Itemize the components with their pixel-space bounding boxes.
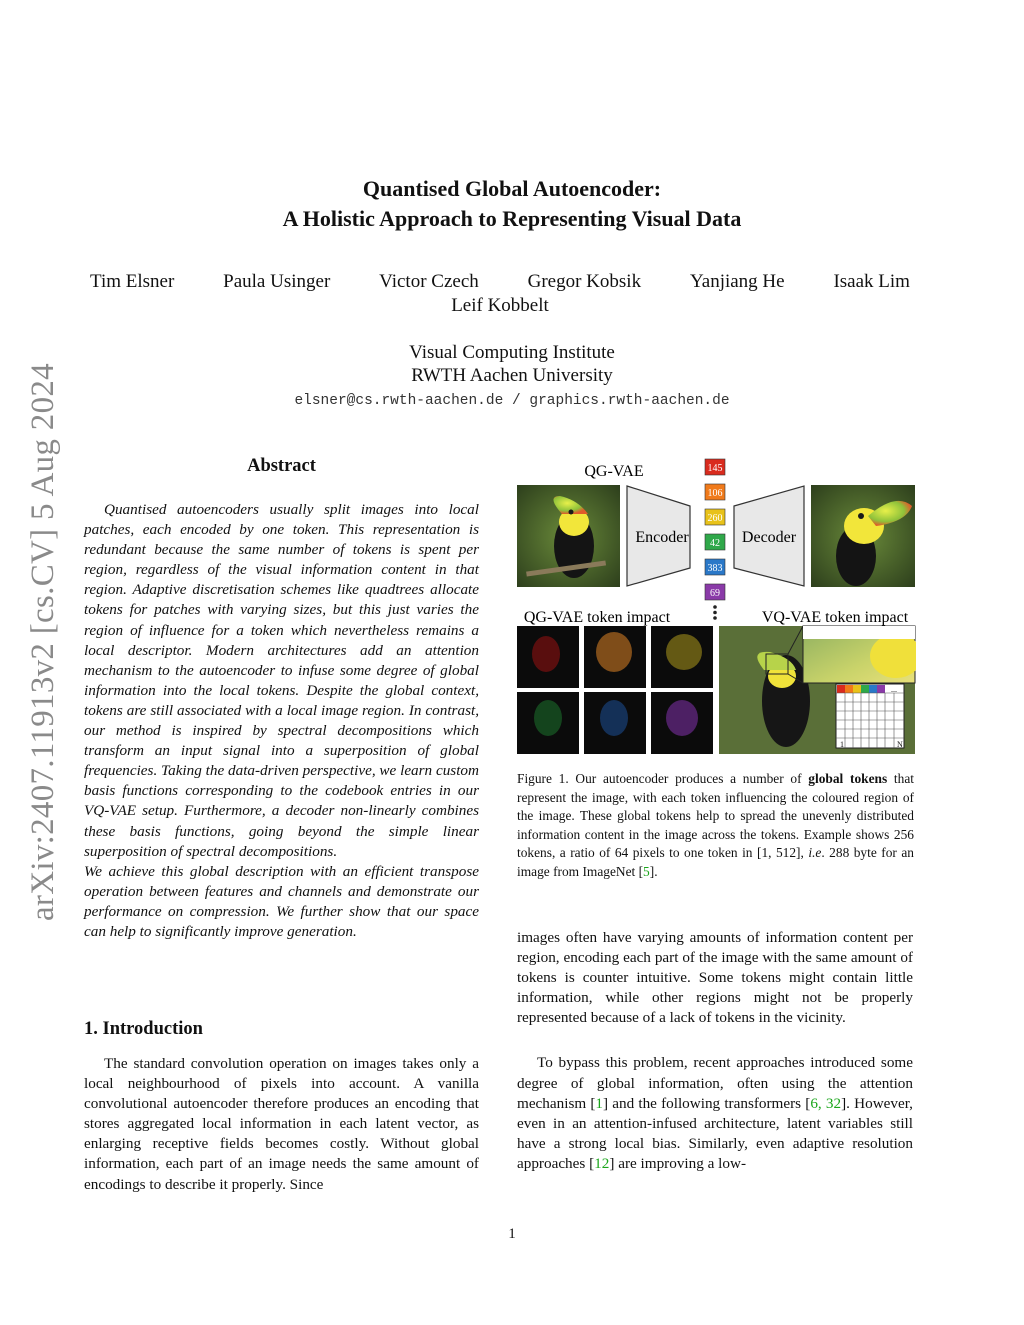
affiliation-university: RWTH Aachen University	[411, 365, 613, 386]
author-list	[90, 270, 910, 318]
author: Paula Usinger	[223, 271, 331, 292]
grid-first-label: 1	[840, 740, 844, 749]
page-number: 1	[508, 1226, 516, 1242]
qgvae-impact-grid	[517, 626, 713, 754]
output-image	[811, 485, 915, 587]
token-label: 106	[707, 488, 723, 499]
token-label: 383	[707, 563, 723, 574]
introduction-paragraph-1: The standard convolution operation on images takes only a local neighbourhood of pixels into account. A vanilla convolutional autoencoder therefore produces an encoding that stores aggregated local information in each latent vector, as enlarging receptive fields becomes costly. Without global information, each part of an image needs the same amount of encodings to describe it properly. Since	[84, 1055, 479, 1193]
figure-1-caption: Figure 1. Our autoencoder produces a number of global tokens that represent the image, with each token influencing the coloured region of the image. These global tokens help to spread the unevenly distributed information content in the image across the tokens. Example shows 256 tokens, a ratio of 64 pixels to one token in [1, 512], i.e. 288 byte for an image from ImageNet [5].	[517, 771, 914, 879]
author: Tim Elsner	[90, 271, 175, 292]
citation-link[interactable]: 1	[595, 1094, 603, 1112]
vqvae-impact-label: VQ-VAE token impact	[761, 609, 909, 626]
abstract-heading: Abstract	[247, 456, 316, 476]
token-label: 69	[710, 588, 720, 599]
affiliation	[0, 341, 1024, 387]
input-image	[517, 485, 620, 587]
qgvae-impact-label: QG-VAE token impact	[523, 609, 671, 626]
abstract-text	[84, 500, 479, 942]
figure-1	[516, 456, 916, 756]
author: Isaak Lim	[833, 271, 910, 292]
decoder-label: Decoder	[741, 529, 797, 546]
author: Gregor Kobsik	[527, 271, 642, 292]
right-paragraph-1: images often have varying amounts of information content per region, encoding each part of the image with the same amount of tokens is counter intuitive. Some tokens might contain little information, while other regions might not be properly represented because of a lack of tokens in the vicinity.	[517, 929, 913, 1027]
token-label: 42	[710, 538, 720, 549]
right-column-text	[517, 928, 913, 1174]
introduction-heading: 1. Introduction	[84, 1019, 203, 1039]
citation-link[interactable]: 12	[594, 1154, 610, 1172]
svg-text:...: ...	[891, 685, 897, 694]
title-line-2: A Holistic Approach to Representing Visual Data	[282, 206, 742, 231]
figure-1-diagram	[516, 456, 916, 756]
paper-title	[0, 174, 1024, 234]
citation-link[interactable]: 6	[810, 1094, 818, 1112]
token-label: 260	[707, 513, 723, 524]
introduction-text	[84, 1054, 479, 1195]
author: Yanjiang He	[689, 271, 785, 292]
grid-last-label: N	[897, 740, 903, 749]
qgvae-label: QG-VAE	[584, 463, 644, 480]
affiliation-institute: Visual Computing Institute	[409, 342, 615, 363]
abstract-paragraph-1: Quantised autoencoders usually split images into local patches, each encoded by one token. This representation is redundant because the same number of tokens is spent per region, regardless of the visual information content in that region. Adaptive discretisation schemes like quadtrees allocate tokens for patches with varying sizes, but this just varies the region of influence for a token which nevertheless remains a local descriptor. Modern architectures add an attention mechanism to the autoencoder to infuse some degree of global information into the local tokens. Despite the global context, tokens are still associated with a local image region. In contrast, our method is inspired by spectral decompositions which transform an input signal into a superposition of global frequencies. Taking the data-driven perspective, we learn custom basis functions corresponding to the codebook entries in our VQ-VAE setup. Furthermore, a decoder non-linearly combines these basis functions, going beyond the simple linear superposition of spectral decompositions.	[84, 501, 479, 860]
citation-link[interactable]: 5	[643, 863, 650, 879]
vqvae-impact-panel	[719, 626, 916, 754]
citation-link[interactable]: 32	[825, 1094, 842, 1112]
author: Victor Czech	[379, 271, 479, 292]
arxiv-identifier: arXiv:2407.11913v2 [cs.CV] 5 Aug 2024	[25, 363, 61, 922]
abstract-paragraph-2: We achieve this global description with an efficient transpose operation between features and channels and demonstrate our performance on compression. We further show that our space can help to significantly improve generation.	[84, 862, 479, 940]
right-paragraph-2: To bypass this problem, recent approaches introduced some degree of global information, often using the attention mechanism [1] and the following transformers [6, 32]. However, even in an attention-infused architecture, latent variables still have a strong local bias. Similarly, even adaptive resolution approaches [12] are improving a low-	[517, 1054, 913, 1172]
token-label: 145	[707, 463, 723, 474]
author: Leif Kobbelt	[451, 295, 549, 316]
token-column	[705, 459, 725, 620]
encoder-label: Encoder	[635, 529, 689, 546]
title-line-1: Quantised Global Autoencoder:	[362, 176, 662, 201]
contact-email: elsner@cs.rwth-aachen.de / graphics.rwth-aachen.de	[294, 393, 730, 409]
